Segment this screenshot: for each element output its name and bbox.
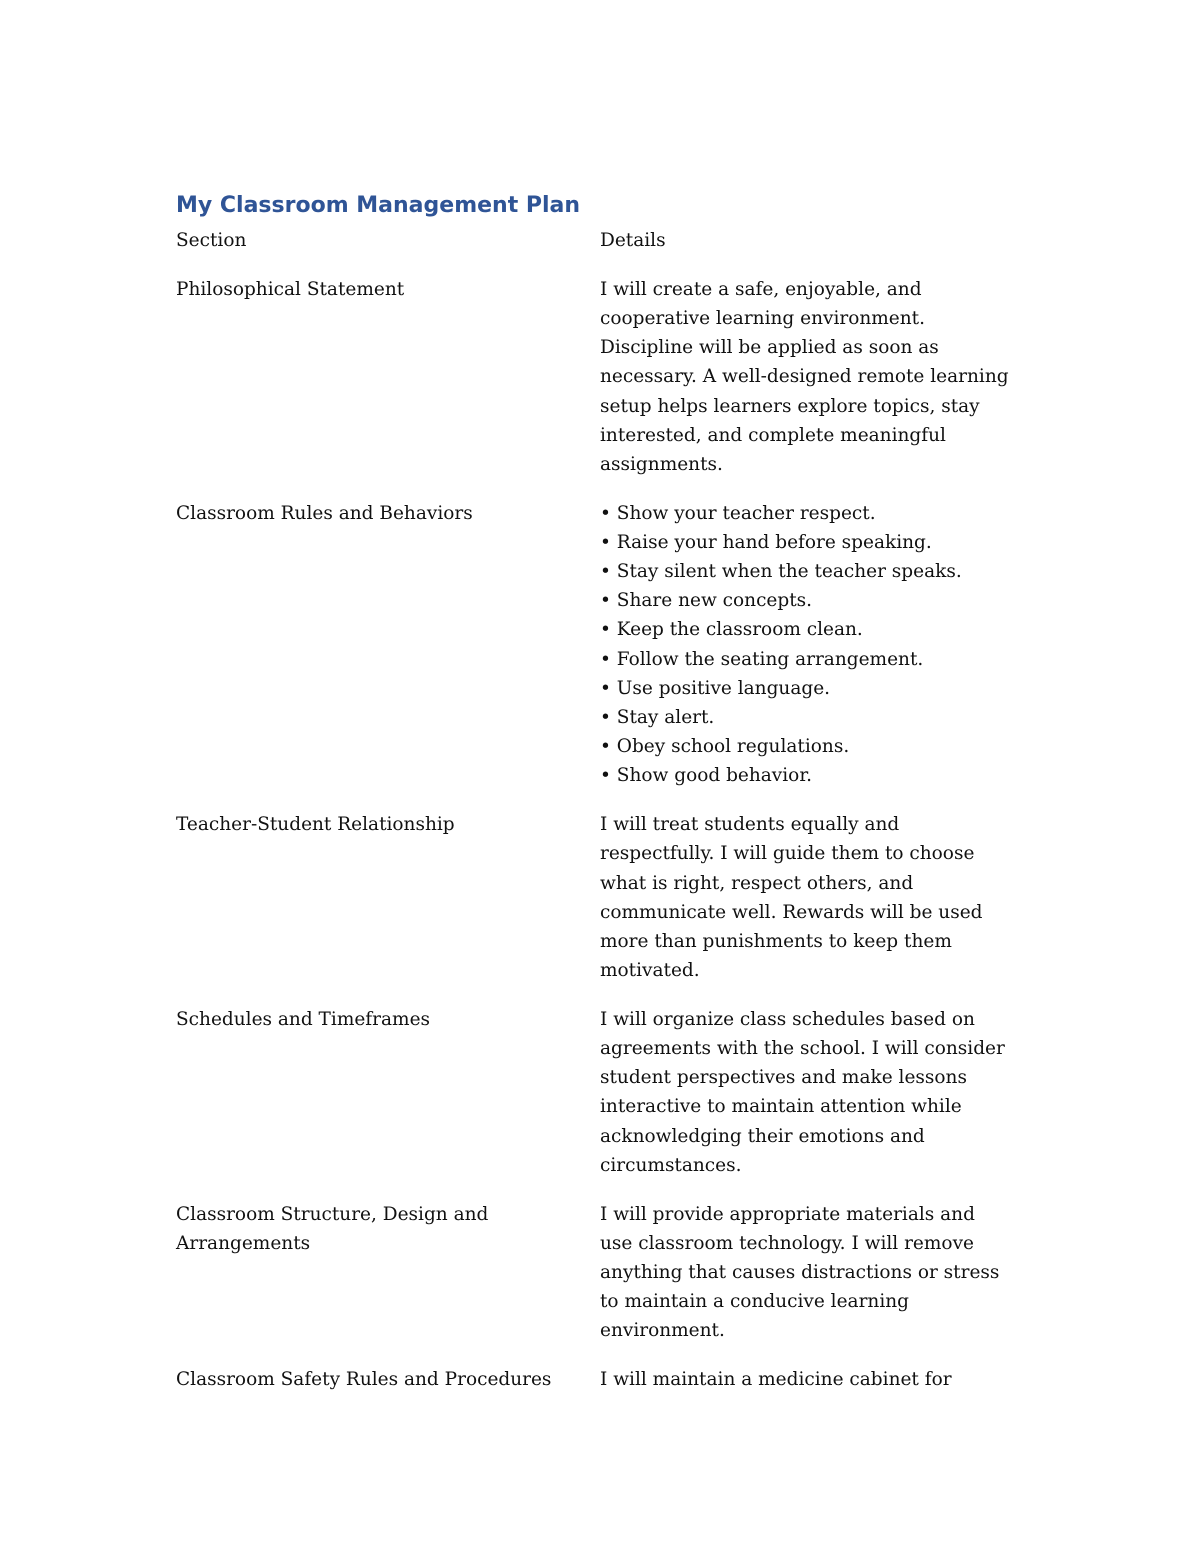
bullet-item: • Stay alert. [600, 707, 715, 729]
page-title: My Classroom Management Plan [176, 193, 581, 218]
row-section-label: Classroom Structure, Design and Arrangements [176, 1203, 489, 1254]
bullet-item: • Show good behavior. [600, 765, 813, 787]
row-section [176, 275, 600, 479]
row-details: I will treat students equally and respectfully. I will guide them to choose what is right, respect others, and communicate well. Rewards will be used more than punishments to keep them motivated. [600, 814, 983, 982]
row-section-label: Philosophical Statement [176, 278, 405, 300]
row-section [176, 810, 600, 985]
table-row [176, 1365, 1026, 1394]
table-row [176, 275, 1026, 479]
row-section [176, 1200, 600, 1346]
table-header-row [176, 226, 1026, 255]
row-section [176, 499, 600, 791]
bullet-item: • Raise your hand before speaking. [600, 531, 932, 553]
bullet-item: • Keep the classroom clean. [600, 619, 863, 641]
header-section [176, 226, 600, 255]
table-row [176, 499, 1026, 791]
bullet-item: • Obey school regulations. [600, 736, 850, 758]
row-section-label: Schedules and Timeframes [176, 1008, 431, 1030]
plan-table [176, 226, 1026, 1414]
table-row [176, 1005, 1026, 1180]
row-section-label: Classroom Safety Rules and Procedures [176, 1369, 552, 1391]
header-section-label: Section [176, 230, 247, 251]
row-section-label: Classroom Rules and Behaviors [176, 502, 473, 524]
row-details: I will create a safe, enjoyable, and cooperative learning environment. Discipline will be applied as soon as necessary. A well-designed remote learning setup helps learners explore topics, stay interested, and complete meaningful assignments. [600, 278, 1009, 475]
row-section-label: Teacher-Student Relationship [176, 814, 455, 836]
row-section [176, 1365, 600, 1394]
bullet-item: • Follow the seating arrangement. [600, 648, 924, 670]
bullet-item: • Show your teacher respect. [600, 502, 876, 524]
bullet-item: • Use positive language. [600, 677, 831, 699]
bullet-item: • Share new concepts. [600, 590, 813, 612]
table-row [176, 810, 1026, 985]
row-details: I will provide appropriate materials and use classroom technology. I will remove anything that causes distractions or stress to maintain a conducive learning environment. [600, 1203, 1000, 1342]
row-section [176, 1005, 600, 1180]
rules-bullet-list [600, 499, 1010, 791]
row-details: I will maintain a medicine cabinet for [600, 1369, 952, 1391]
bullet-item: • Stay silent when the teacher speaks. [600, 561, 962, 583]
header-details: Details [600, 230, 666, 251]
table-row [176, 1200, 1026, 1346]
row-details: I will organize class schedules based on agreements with the school. I will consider student perspectives and make lessons interactive to maintain attention while acknowledging their emotions and circumstances. [600, 1008, 1005, 1176]
